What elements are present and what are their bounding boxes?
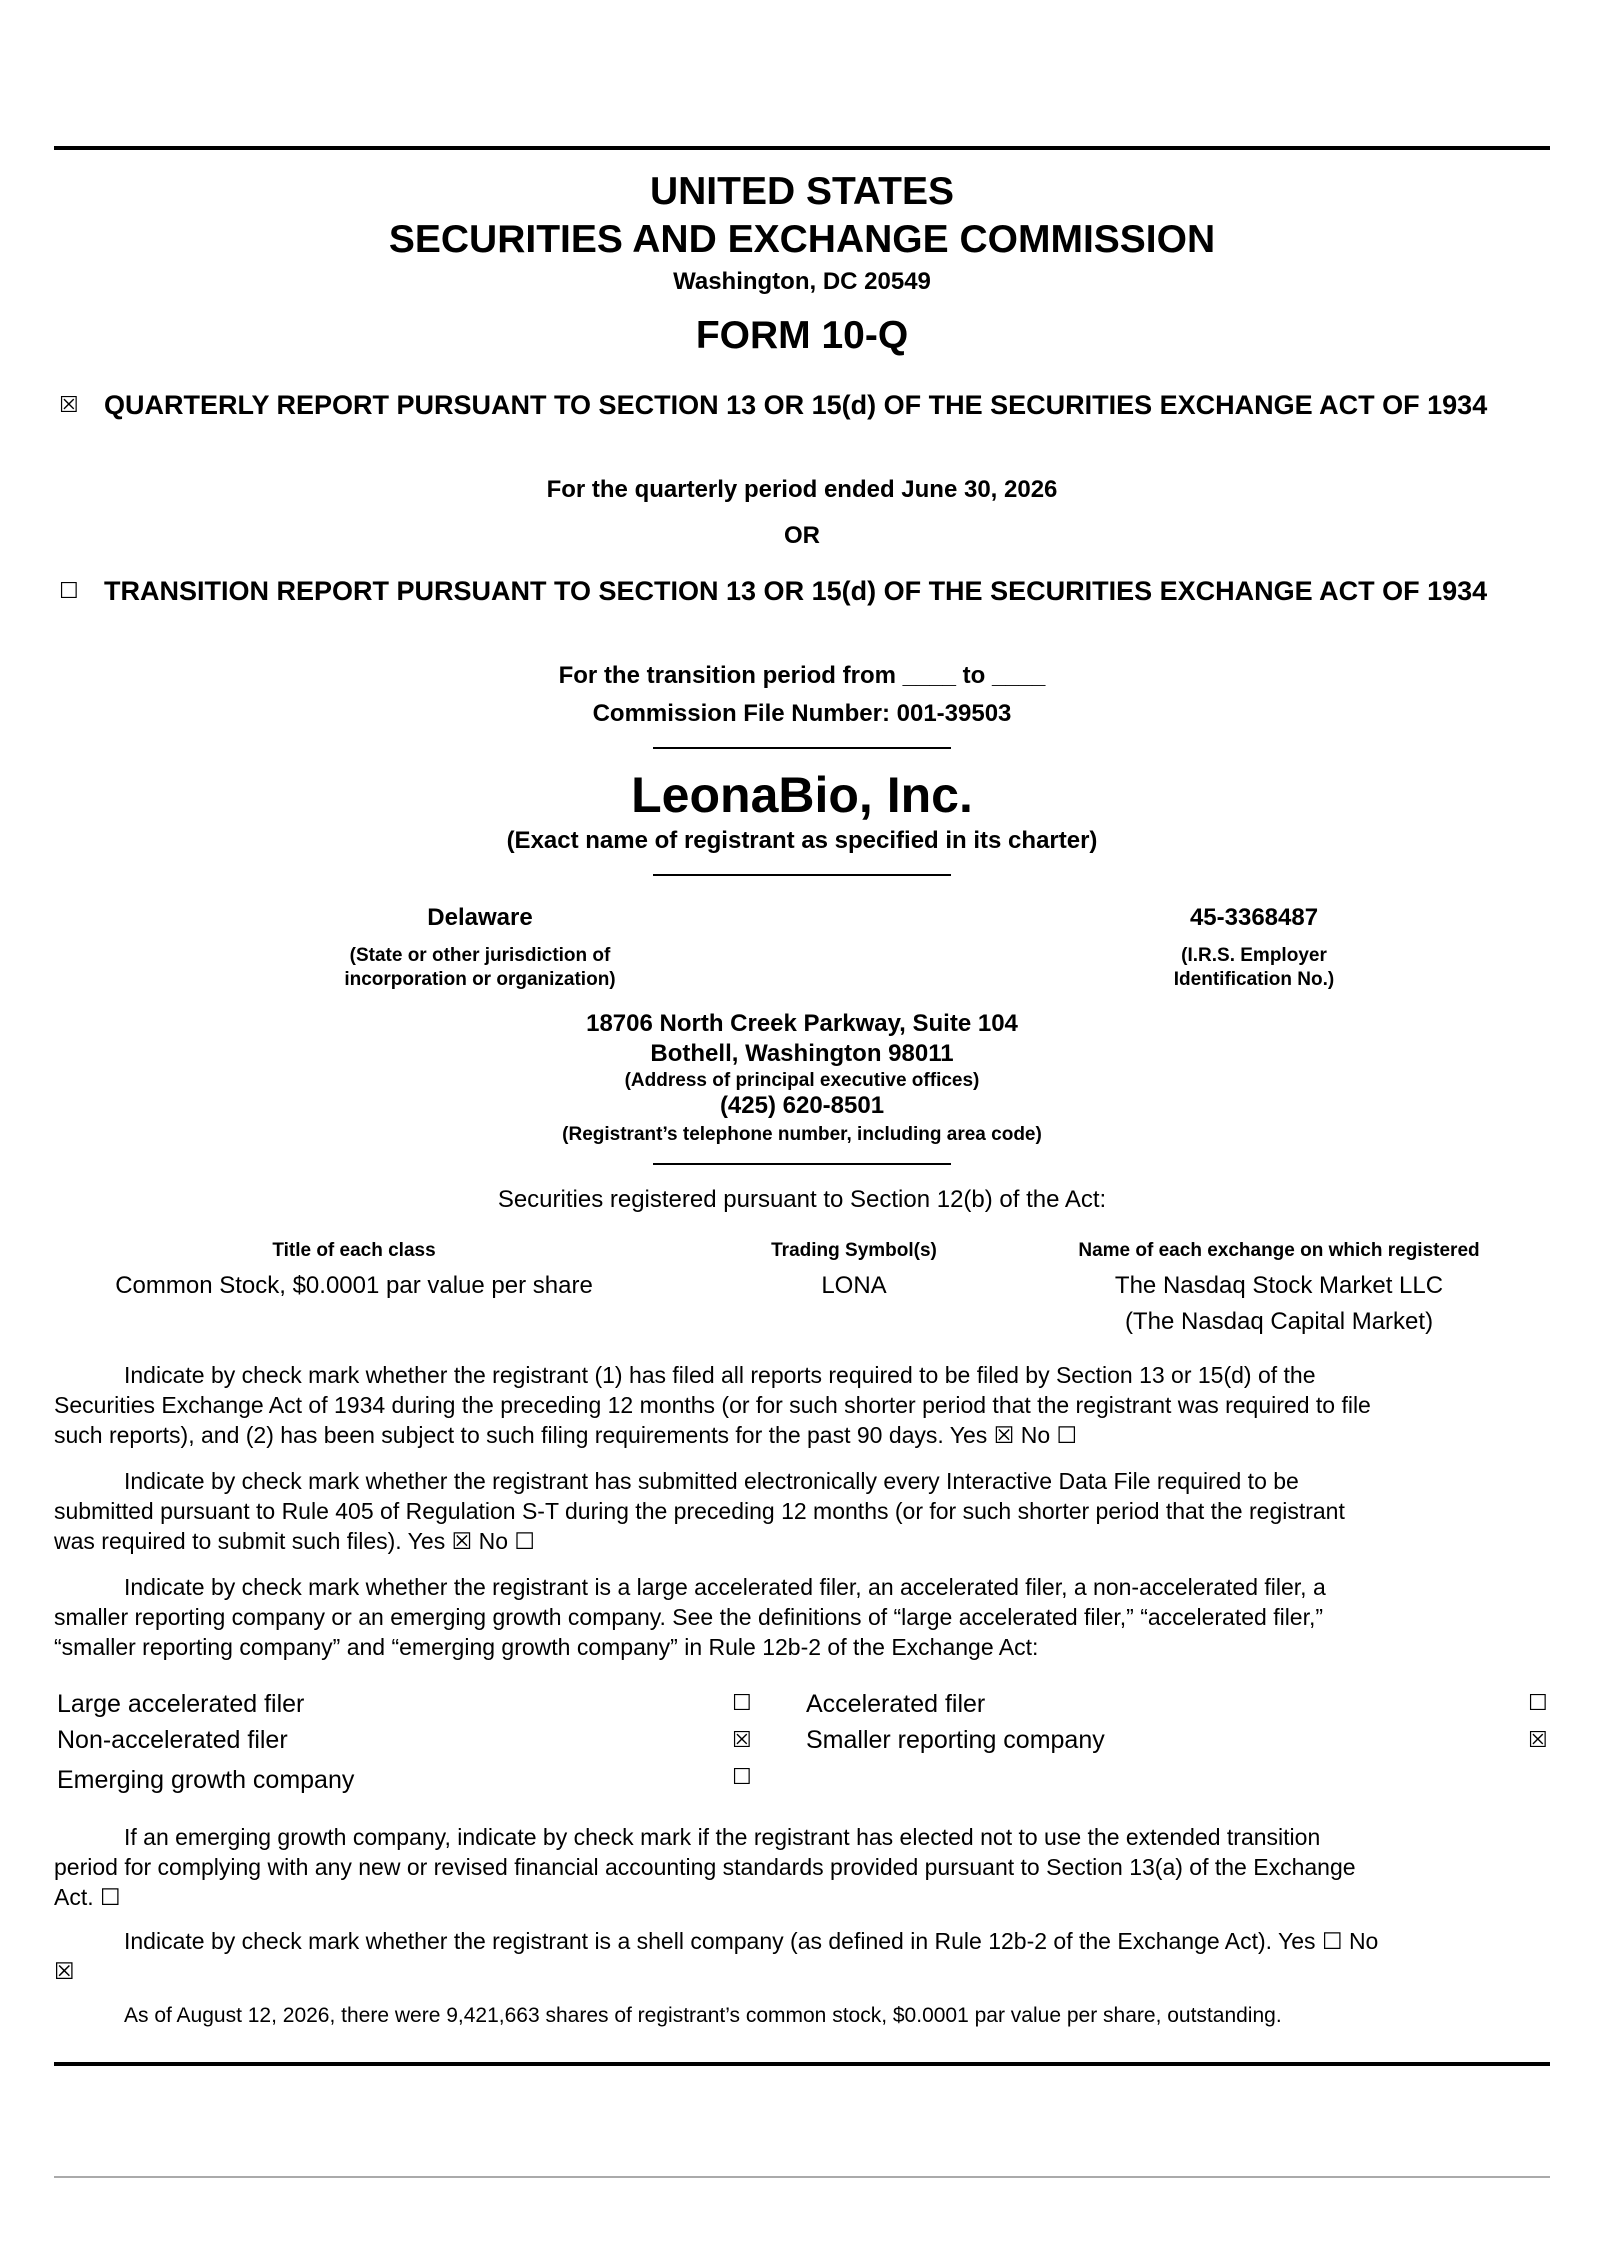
header-city: Washington, DC 20549	[673, 268, 931, 295]
divider	[653, 874, 951, 876]
smaller-reporting-company-label: Smaller reporting company	[806, 1726, 1105, 1754]
non-accelerated-filer-checkbox: ☒	[732, 1727, 752, 1752]
ein-caption: (I.R.S. Employer Identification No.)	[1173, 945, 1335, 990]
transition-report-checkbox: ☐	[59, 578, 79, 603]
divider	[653, 747, 951, 749]
top-rule	[54, 146, 1550, 150]
irs-ein: 45-3368487	[1189, 904, 1319, 931]
accelerated-filer-checkbox: ☐	[1528, 1690, 1548, 1715]
non-accelerated-filer-label: Non-accelerated filer	[57, 1726, 288, 1754]
form-title: FORM 10-Q	[695, 314, 909, 357]
securities-heading: Securities registered pursuant to Section 12(b) of the Act:	[497, 1186, 1107, 1213]
quarterly-period: For the quarterly period ended June 30, 2026	[546, 476, 1058, 503]
state-caption: (State or other jurisdiction of incorporation or organization)	[344, 945, 616, 990]
address-line-1: 18706 North Creek Parkway, Suite 104	[586, 1010, 1018, 1037]
address-line-2: Bothell, Washington 98011	[650, 1040, 954, 1067]
emerging-growth-paragraph: If an emerging growth company, indicate by check mark if the registrant has elected not to use the extended transition period for complying with any new or revised financial accounting standards provided pursuant to Section 13(a) of the Exchange Act. ☐	[54, 1824, 1356, 1910]
phone-caption: (Registrant’s telephone number, including area code)	[562, 1124, 1042, 1145]
exchange-market-tier: (The Nasdaq Capital Market)	[1124, 1308, 1434, 1335]
emerging-growth-company-label: Emerging growth company	[57, 1766, 355, 1794]
state-of-incorporation: Delaware	[427, 904, 533, 931]
header-united-states: UNITED STATES	[649, 170, 955, 213]
or-separator: OR	[784, 522, 820, 549]
header-sec: SECURITIES AND EXCHANGE COMMISSION	[388, 218, 1216, 261]
commission-file-number: Commission File Number: 001-39503	[592, 700, 1012, 727]
large-accelerated-filer-label: Large accelerated filer	[57, 1690, 305, 1718]
smaller-reporting-company-checkbox: ☒	[1528, 1727, 1548, 1752]
emerging-growth-company-checkbox: ☐	[732, 1764, 752, 1789]
security-title: Common Stock, $0.0001 par value per share	[115, 1272, 593, 1299]
shares-outstanding: As of August 12, 2026, there were 9,421,663 shares of registrant’s common stock, $0.0001 par value per share, outstanding.	[124, 2004, 1282, 2027]
large-accelerated-filer-checkbox: ☐	[732, 1690, 752, 1715]
accelerated-filer-label: Accelerated filer	[806, 1690, 986, 1718]
divider	[653, 1163, 951, 1165]
interactive-data-paragraph: Indicate by check mark whether the registrant has submitted electronically every Interactive Data File required to be submitted pursuant to Rule 405 of Regulation S-T during the preceding 12 months (or for such shorter period that the registrant was required to submit such files). Yes ☒ No ☐	[54, 1468, 1345, 1554]
quarterly-report-label: QUARTERLY REPORT PURSUANT TO SECTION 13 OR 15(d) OF THE SECURITIES EXCHANGE ACT OF 1934	[104, 390, 1488, 420]
exchange-name: The Nasdaq Stock Market LLC	[1114, 1272, 1444, 1299]
column-header-exchange: Name of each exchange on which registered	[1078, 1240, 1480, 1261]
column-header-title: Title of each class	[272, 1240, 436, 1261]
phone-number: (425) 620-8501	[719, 1092, 885, 1119]
bottom-rule	[54, 2062, 1550, 2066]
quarterly-report-checkbox: ☒	[59, 392, 79, 417]
trading-symbol: LONA	[821, 1272, 887, 1299]
registrant-name-caption: (Exact name of registrant as specified in its charter)	[506, 827, 1098, 854]
column-header-symbol: Trading Symbol(s)	[771, 1240, 937, 1261]
address-caption: (Address of principal executive offices)	[624, 1070, 980, 1091]
transition-period: For the transition period from ____ to ____	[558, 662, 1046, 689]
transition-report-label: TRANSITION REPORT PURSUANT TO SECTION 13 OR 15(d) OF THE SECURITIES EXCHANGE ACT OF 1934	[104, 576, 1488, 606]
filer-type-paragraph: Indicate by check mark whether the registrant is a large accelerated filer, an accelerated filer, a non-accelerated filer, a smaller reporting company or an emerging growth company. See the definitions of “large accelerated filer,” “accelerated filer,” “smaller reporting company” and “emerging growth company” in Rule 12b-2 of the Exchange Act:	[54, 1574, 1326, 1660]
page-footer-rule	[54, 2176, 1550, 2178]
reports-filed-paragraph: Indicate by check mark whether the registrant (1) has filed all reports required to be filed by Section 13 or 15(d) of the Securities Exchange Act of 1934 during the preceding 12 months (or for such shorter period that the registrant was required to file such reports), and (2) has been subject to such filing requirements for the past 90 days. Yes ☒ No ☐	[54, 1362, 1371, 1448]
registrant-name: LeonaBio, Inc.	[631, 767, 973, 823]
shell-company-paragraph: Indicate by check mark whether the registrant is a shell company (as defined in Rule 12b-2 of the Exchange Act). Yes ☐ No ☒	[54, 1928, 1379, 1984]
